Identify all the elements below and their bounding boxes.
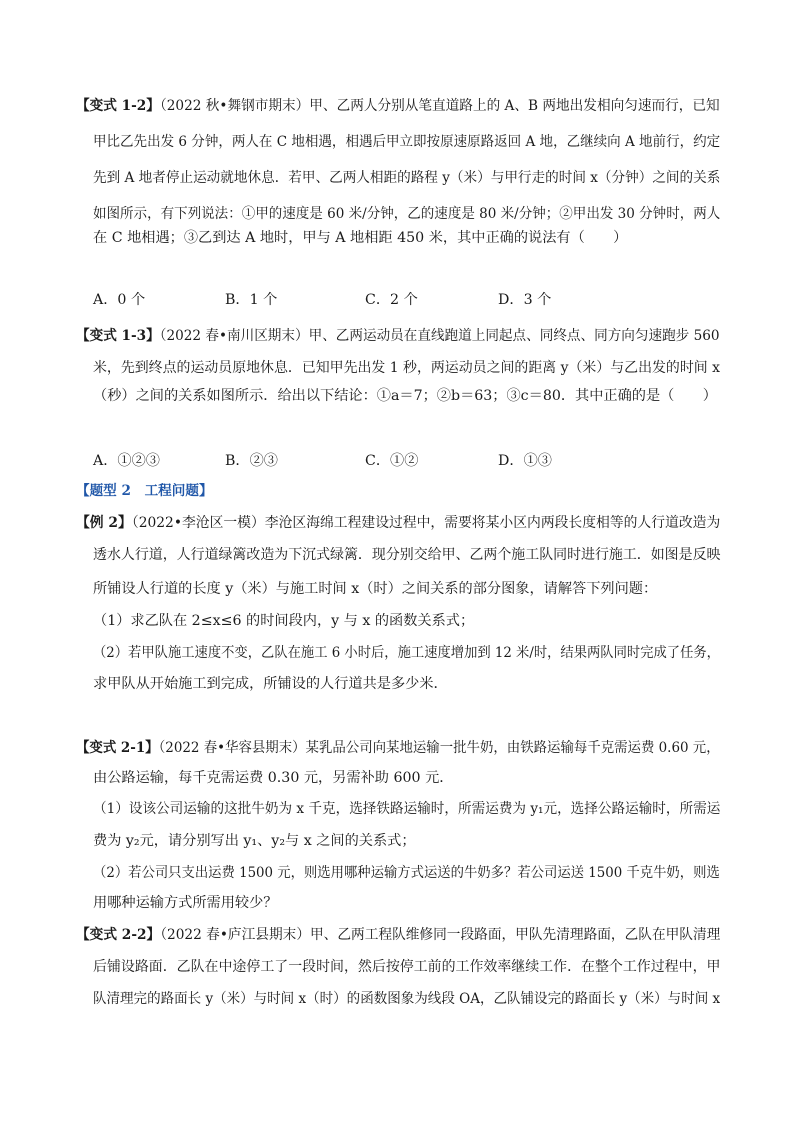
- problem-1-2-line-2: 甲比乙先出发 6 分钟，两人在 C 地相遇，相遇后甲立即按原速原路返回 A 地，乙继续向 A 地前行，约定: [93, 134, 721, 150]
- problem-1-2-option-b: B．1 个: [225, 292, 278, 308]
- problem-1-3-option-c: C．①②: [365, 453, 419, 469]
- problem-2-2-line-1: 【变式 2-2】（2022 春•庐江县期末）甲、乙两工程队维修同一段路面，甲队先清理路面，乙队在甲队清理: [76, 927, 721, 943]
- problem-1-3-option-a: A．①②③: [93, 453, 160, 469]
- problem-2-1-tag: 【变式 2-1】: [76, 740, 159, 756]
- problem-1-3-tag: 【变式 1-3】: [76, 328, 160, 344]
- problem-1-3-option-d: D．①③: [498, 453, 552, 469]
- problem-1-2-line-5: 在 C 地相遇；③乙到达 A 地时，甲与 A 地相距 450 米，其中正确的说法有（ ）: [93, 230, 628, 246]
- problem-2-2-tag: 【变式 2-2】: [76, 927, 161, 943]
- problem-1-3-line-1: 【变式 1-3】（2022 春•南川区期末）甲、乙两运动员在直线跑道上同起点、同终点、同方向匀速跑步 560: [76, 328, 720, 344]
- problem-1-2-option-a: A．0 个: [93, 292, 146, 308]
- example-2-question-1: （1）求乙队在 2≤x≤6 的时间段内，y 与 x 的函数关系式；: [93, 613, 475, 629]
- section-heading-type-2: 【题型 2 工程问题】: [76, 483, 213, 499]
- problem-1-2-line-4: 如图所示，有下列说法：①甲的速度是 60 米/分钟，乙的速度是 80 米/分钟；②甲出发 30 分钟时，两人: [93, 206, 721, 222]
- example-2-line-2: 透水人行道，人行道绿篱改造为下沉式绿篱．现分别交给甲、乙两个施工队同时进行施工．如图是反映: [93, 547, 721, 563]
- problem-1-2-line-3: 先到 A 地者停止运动就地休息．若甲、乙两人相距的路程 y（米）与甲行走的时间 x（分钟）之间的关系: [93, 170, 721, 186]
- problem-2-2-line-2: 后铺设路面．乙队在中途停工了一段时间，然后按停工前的工作效率继续工作．在整个工作过程中，甲: [93, 959, 721, 975]
- problem-1-2-option-c: C．2 个: [365, 292, 418, 308]
- example-2-line-6: 求甲队从开始施工到完成，所铺设的人行道共是多少米．: [93, 676, 448, 692]
- problem-2-1-line-6: 用哪种运输方式所需用较少？: [93, 895, 278, 911]
- problem-1-3-option-b: B．②③: [225, 453, 278, 469]
- problem-2-1-question-1: （1）设该公司运输的这批牛奶为 x 千克，选择铁路运输时，所需运费为 y₁元，选择公路运输时，所需运: [93, 801, 721, 817]
- problem-2-1-line-2: 由公路运输，每千克需运费 0.30 元，另需补助 600 元．: [93, 770, 454, 786]
- problem-1-3-line-3: （秒）之间的关系如图所示．给出以下结论：①a＝7；②b＝63；③c＝80．其中正确的是（ ）: [93, 388, 717, 404]
- example-2-question-2: （2）若甲队施工速度不变，乙队在施工 6 小时后，施工速度增加到 12 米/时，结果两队同时完成了任务，: [93, 645, 720, 661]
- example-2-line-1: 【例 2】（2022•李沧区一模）李沧区海绵工程建设过程中，需要将某小区内两段长度相等的人行道改造为: [76, 515, 721, 531]
- example-2-tag: 【例 2】: [76, 515, 132, 531]
- problem-1-2-tag: 【变式 1-2】: [76, 98, 160, 114]
- problem-1-2-line-1: 【变式 1-2】（2022 秋•舞钢市期末）甲、乙两人分别从笔直道路上的 A、B 两地出发相向匀速而行，已知: [76, 98, 720, 114]
- problem-2-2-line-3: 队清理完的路面长 y（米）与时间 x（时）的函数图象为线段 OA，乙队铺设完的路面长 y（米）与时间 x: [93, 991, 721, 1007]
- problem-1-2-option-d: D．3 个: [498, 292, 552, 308]
- problem-1-3-line-2: 米，先到终点的运动员原地休息．已知甲先出发 1 秒，两运动员之间的距离 y（米）与乙出发的时间 x: [93, 360, 720, 376]
- example-2-line-3: 所铺设人行道的长度 y（米）与施工时间 x（时）之间关系的部分图象，请解答下列问题：: [93, 581, 658, 597]
- problem-2-1-line-4: 费为 y₂元，请分别写出 y₁、y₂与 x 之间的关系式；: [93, 833, 416, 849]
- problem-2-1-question-2: （2）若公司只支出运费 1500 元，则选用哪种运输方式运送的牛奶多？若公司运送 1500 千克牛奶，则选: [93, 865, 720, 881]
- problem-2-1-line-1: 【变式 2-1】（2022 春•华容县期末）某乳品公司向某地运输一批牛奶，由铁路运输每千克需运费 0.60 元，: [76, 740, 720, 756]
